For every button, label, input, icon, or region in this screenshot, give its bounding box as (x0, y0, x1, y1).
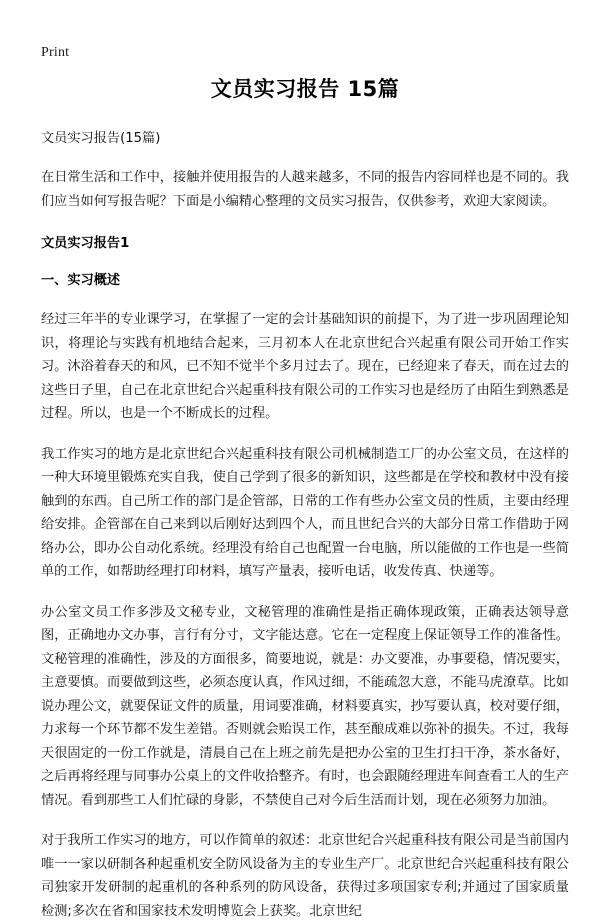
body-paragraph: 我工作实习的地方是北京世纪合兴起重科技有限公司机械制造工厂的办公室文员，在这样的一种大环境里锻炼充实自我，使自己学到了很多的新知识，这些都是在学校和教材中没有接触到的东西。自己所工作的部门是企管部，日常的工作有些办公室文员的性质，主要由经理给安排。企管部在自己来到以后刚好达到四个人，而且世纪合兴的大部分日常工作借助于网络办公，即办公自动化系统。经理没有给自己也配置一台电脑，所以能做的工作也是一些简单的工作，如帮助经理打印材料，填写产量表，接听电话，收发传真、快递等。 (41, 446, 569, 580)
document-body (41, 76, 569, 923)
body-paragraph: 经过三年半的专业课学习，在掌握了一定的会计基础知识的前提下，为了进一步巩固理论知识，将理论与实践有机地结合起来，三月初本人在北京世纪合兴起重有限公司开始工作实习。沐浴着春天的和风，已不知不觉半个多月过去了。现在，已经迎来了春天，而在过去的这些日子里，自己在北京世纪合兴起重科技有限公司的工作实习也是经历了由陌生到熟悉是过程。所以，也是一个不断成长的过程。 (41, 312, 569, 422)
body-paragraph: 办公室文员工作多涉及文秘专业，文秘管理的准确性是指正确体现政策，正确表达领导意图，正确地办文办事，言行有分寸，文字能达意。它在一定程度上保证领导工作的准备性。文秘管理的准确性，涉及的方面很多，简要地说，就是：办文要准，办事要稳，情况要实，主意要慎。而要做到这些，必须态度认真，作风过细，不能疏忽大意，不能马虎潦草。比如说办理公文，就要保证文件的质量，用词要准确，材料要真实，抄写要认真，校对要仔细，力求每一个环节都不发生差错。否则就会贻误工作，甚至酿成难以弥补的损失。不过，我每天很固定的一份工作就是，清晨自己在上班之前先是把办公室的卫生打扫干净，茶水备好，之后再将经理与同事办公桌上的文件收拾整齐。有时，也会跟随经理进车间查看工人的生产情况。看到那些工人们忙碌的身影，不禁使自己对今后生活而计划，现在必须努力加油。 (41, 604, 569, 808)
sub-heading: 一、实习概述 (41, 273, 121, 289)
intro-paragraph: 在日常生活和工作中，接触并使用报告的人越来越多，不同的报告内容同样也是不同的。我们应当如何写报告呢？下面是小编精心整理的文员实习报告，仅供参考，欢迎大家阅读。 (41, 170, 569, 209)
document-subtitle: 文员实习报告(15篇) (41, 131, 161, 147)
section-heading: 文员实习报告1 (41, 236, 130, 252)
body-paragraph: 对于我所工作实习的地方，可以作简单的叙述：北京世纪合兴起重科技有限公司是当前国内唯一一家以研制各种起重机安全防风设备为主的专业生产厂。北京世纪合兴起重科技有限公司独家开发研制的起重机的各种系列的防风设备，获得过多项国家专利;并通过了国家质量检测;多次在省和国家技术发明博览会上获奖。北京世纪 (41, 833, 569, 919)
page-title: 文员实习报告 15篇 (210, 77, 400, 101)
print-button[interactable]: Print (41, 45, 70, 60)
